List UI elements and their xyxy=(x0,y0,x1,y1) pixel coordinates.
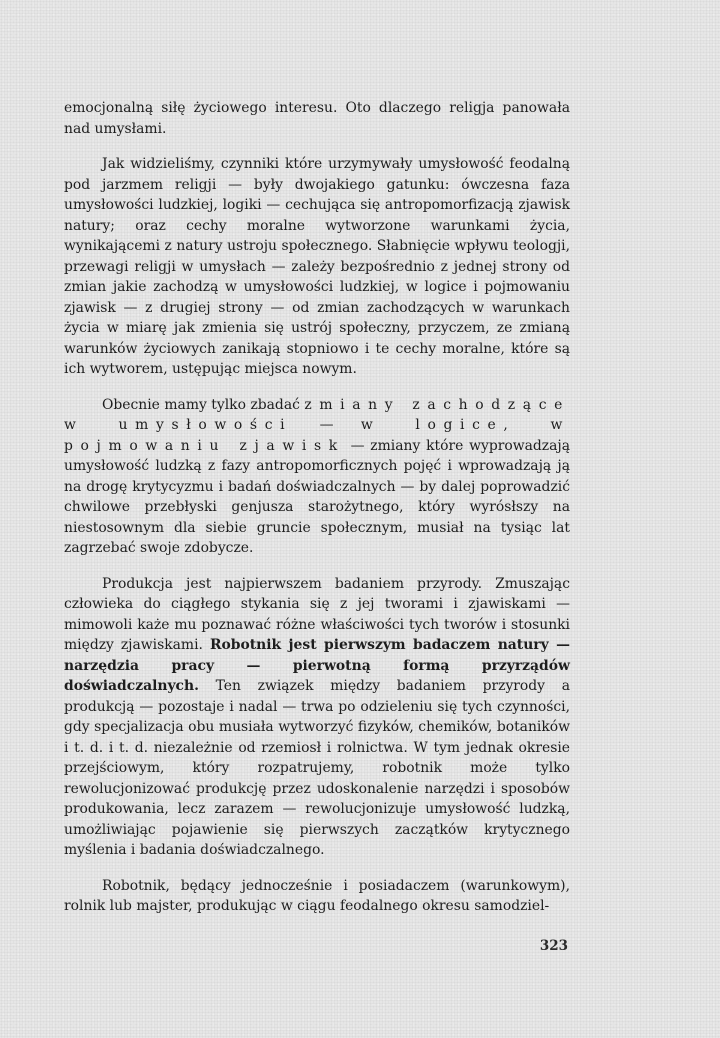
paragraph-2: Jak widzieliśmy, czynniki które urzymywały umysłowość feodalną pod jarzmem religji — były dwojakiego gatunku: ówczesna faza umysłowości ludzkiej, logiki — cechująca się antropomorfizacją zjawisk natury; oraz cechy moralne wytworzone warunkami życia, wynikającemi z natury ustroju społecznego. Słabnięcie wpływu teologji, przewagi religji w umysłach — zależy bezpośrednio z jednej strony od zmian jakie zachodzą w umysłowości ludzkiej, w logice i pojmowaniu zjawisk — z drugiej strony — od zmian zachodzących w warunkach życia w miarę jak zmienia się ustrój społeczny, przyczem, ze zmianą warunków życiowych zanikają stopniowo i te cechy moralne, które są ich wytworem, ustępując miejsca nowym. xyxy=(64,156,570,377)
paragraph-3-text-c: — zmiany które wyprowadzają umysłowość ludzką z fazy antropomorficznych pojęć i wprowadzają ją na drogę krytycyzmu i badań doświadczalnych — by dalej poprowadzić chwilowe przebłyski genjusza starożytnego, który wyrósłszy na niestosownym dla siebie gruncie społecznym, musiał na tysiąc lat zagrzebać swoje zdobycze. xyxy=(64,437,570,556)
bold-emphasis: Robotnik jest pierwszym badaczem natury — narzędzia pracy — pierwotną formą przyrządów doświadczalnych. xyxy=(64,637,570,694)
paragraph-3-text-b: — xyxy=(292,417,361,433)
body-text xyxy=(64,98,570,917)
paragraph-3-text-a: Obecnie mamy tylko zbadać xyxy=(102,396,305,413)
spaced-emphasis-2: w logice, w pojmowaniu zjawisk xyxy=(64,417,570,454)
paragraph-4 xyxy=(64,574,570,861)
paragraph-1: emocjonalną siłę życiowego interesu. Oto dlaczego religja panowała nad umysłami. xyxy=(64,100,570,137)
paragraph-5: Robotnik, będący jednocześnie i posiadaczem (warunkowym), rolnik lub majster, produkując w ciągu feodalnego okresu samodziel- xyxy=(64,877,570,914)
paragraph-4-text-a: Produkcja jest najpierwszem badaniem przyrody. Zmuszając człowieka do ciągłego stykania się z jej tworami i zjawiskami — mimowoli każe mu poznawać różne właściwości tych tworów i stosunki między zjawiskami. xyxy=(64,575,570,653)
spaced-emphasis-1: zmiany zachodzące w umysłowości xyxy=(64,396,570,433)
paragraph-3 xyxy=(64,395,570,559)
page-number: 323 xyxy=(539,938,568,954)
paragraph-4-text-b: Ten związek między badaniem przyrody a produkcją — pozostaje i nadal — trwa po odzieleniu się tych czynności, gdy specjalizacja obu musiała wytworzyć fizyków, chemików, botaników i t. d. i t. d. niezależnie od rzemiosł i rolnictwa. W tym jednak okresie przejściowym, który rozpatrujemy, robotnik może tylko rewolucjonizować produkcję przez udoskonalenie narzędzi i sposobów produkowania, lecz zarazem — rewolucjonizuje umysłowość ludzką, umożliwiając pojawienie się pierwszych zaczątków krytycznego myślenia i badania doświadczalnego. xyxy=(64,678,570,858)
